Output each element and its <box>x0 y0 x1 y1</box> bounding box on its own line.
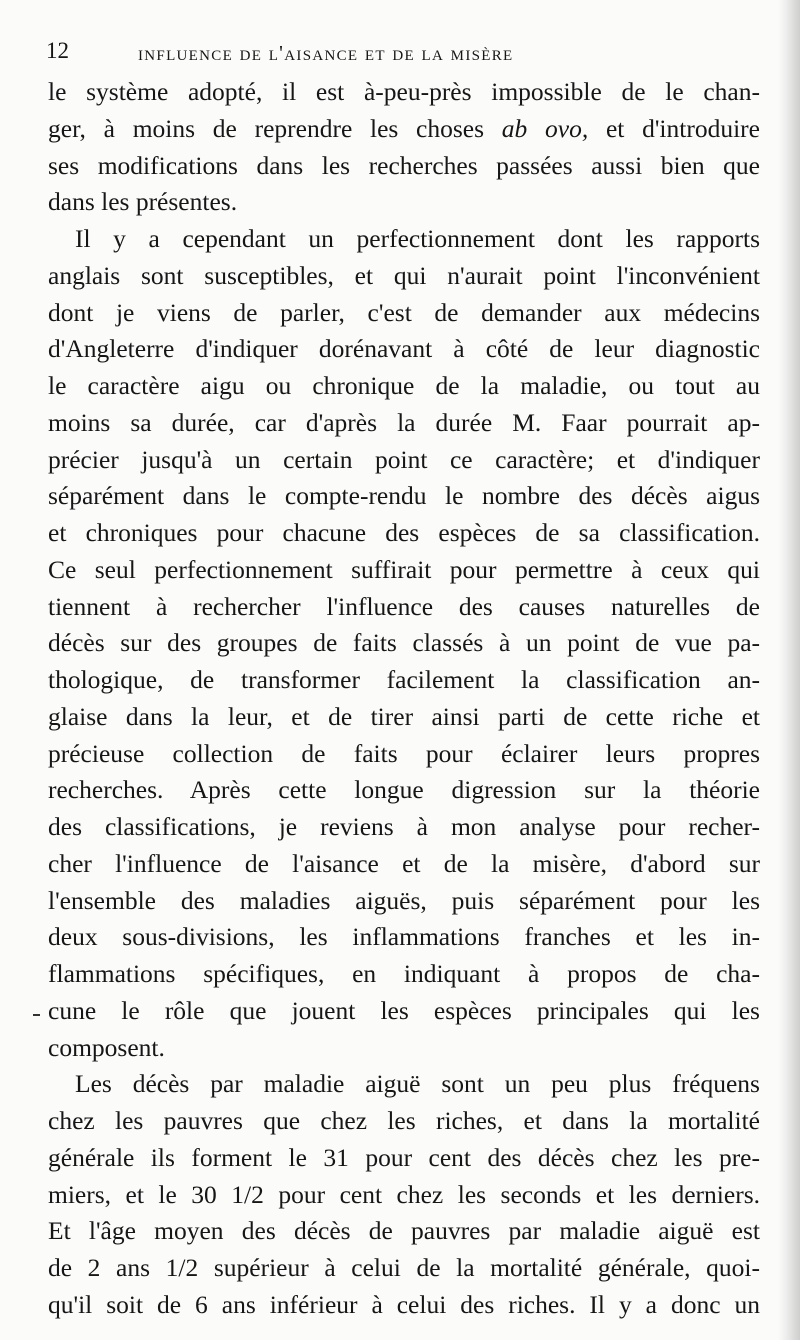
text-line: tiennent à rechercher l'influence des causes naturelles de <box>48 591 760 621</box>
running-head <box>46 38 746 66</box>
text-line <box>48 111 760 148</box>
text-line: dont je viens de parler, c'est de demander aux médecins <box>48 297 760 327</box>
text-line: thologique, de transformer facilement la classification an- <box>48 665 760 694</box>
italic-phrase: ab ovo, <box>501 113 589 143</box>
text-line: précier jusqu'à un certain point ce caractère; et d'indiquer <box>48 444 760 474</box>
paragraph-first-line: Les décès par maladie aiguë sont un peu plus fréquens <box>75 1069 760 1099</box>
paragraph-first-line: Il y a cependant un perfectionnement dont les rapports <box>75 224 760 253</box>
text-line: séparément dans le compte-rendu le nombre des décès aigus <box>48 481 760 511</box>
page-number: 12 <box>46 38 69 63</box>
text-segment: et d'introduire <box>588 113 760 143</box>
text-line: Et l'âge moyen des décès de pauvres par maladie aiguë est <box>48 1216 760 1246</box>
text-line: d'Angleterre d'indiquer dorénavant à côté de leur diagnostic <box>48 334 760 364</box>
body-text <box>48 74 760 1324</box>
text-line: flammations spécifiques, en indiquant à propos de cha- <box>48 959 760 988</box>
text-line: glaise dans la leur, et de tirer ainsi parti de cette riche et <box>48 701 760 731</box>
text-line: générale ils forment le 31 pour cent des décès chez les pre- <box>48 1142 760 1172</box>
text-line: deux sous-divisions, les inflammations franches et les in- <box>48 922 760 952</box>
text-line: précieuse collection de faits pour éclairer leurs propres <box>48 738 760 768</box>
text-line: dans les présentes. <box>48 187 238 217</box>
text-line: le caractère aigu ou chronique de la maladie, ou tout au <box>48 371 760 400</box>
text-line: l'ensemble des maladies aiguës, puis séparément pour les <box>48 885 760 915</box>
text-line: composent. <box>48 1032 165 1062</box>
text-line: cune le rôle que jouent les espèces principales qui les <box>48 995 760 1025</box>
text-line: ses modifications dans les recherches passées aussi bien que <box>48 150 760 180</box>
text-segment: ger, à moins de reprendre les choses <box>48 113 502 143</box>
text-line: cher l'influence de l'aisance et de la misère, d'abord sur <box>48 848 760 878</box>
text-line: des classifications, je reviens à mon analyse pour recher- <box>48 812 760 841</box>
text-line: anglais sont susceptibles, et qui n'aurait point l'inconvénient <box>48 260 760 290</box>
text-line: qu'il soit de 6 ans inférieur à celui des riches. Il y a donc un <box>48 1289 760 1319</box>
text-line: recherches. Après cette longue digression sur la théorie <box>48 775 760 805</box>
text-line: miers, et le 30 1/2 pour cent chez les seconds et les derniers. <box>48 1179 760 1209</box>
text-line: Ce seul perfectionnement suffirait pour permettre à ceux qui <box>48 554 760 584</box>
text-line: le système adopté, il est à-peu-près impossible de le chan- <box>48 77 760 106</box>
text-line: décès sur des groupes de faits classés à un point de vue pa- <box>48 628 760 658</box>
margin-mark <box>33 1014 40 1016</box>
text-line: chez les pauvres que chez les riches, et dans la mortalité <box>48 1106 760 1135</box>
text-line: moins sa durée, car d'après la durée M. Faar pourrait ap- <box>48 407 760 437</box>
running-title: influence de l'aisance et de la misère <box>138 41 514 65</box>
text-line: de 2 ans 1/2 supérieur à celui de la mortalité générale, quoi- <box>48 1253 760 1282</box>
text-line: et chroniques pour chacune des espèces de sa classification. <box>48 518 760 547</box>
binding-shadow <box>778 0 800 1340</box>
